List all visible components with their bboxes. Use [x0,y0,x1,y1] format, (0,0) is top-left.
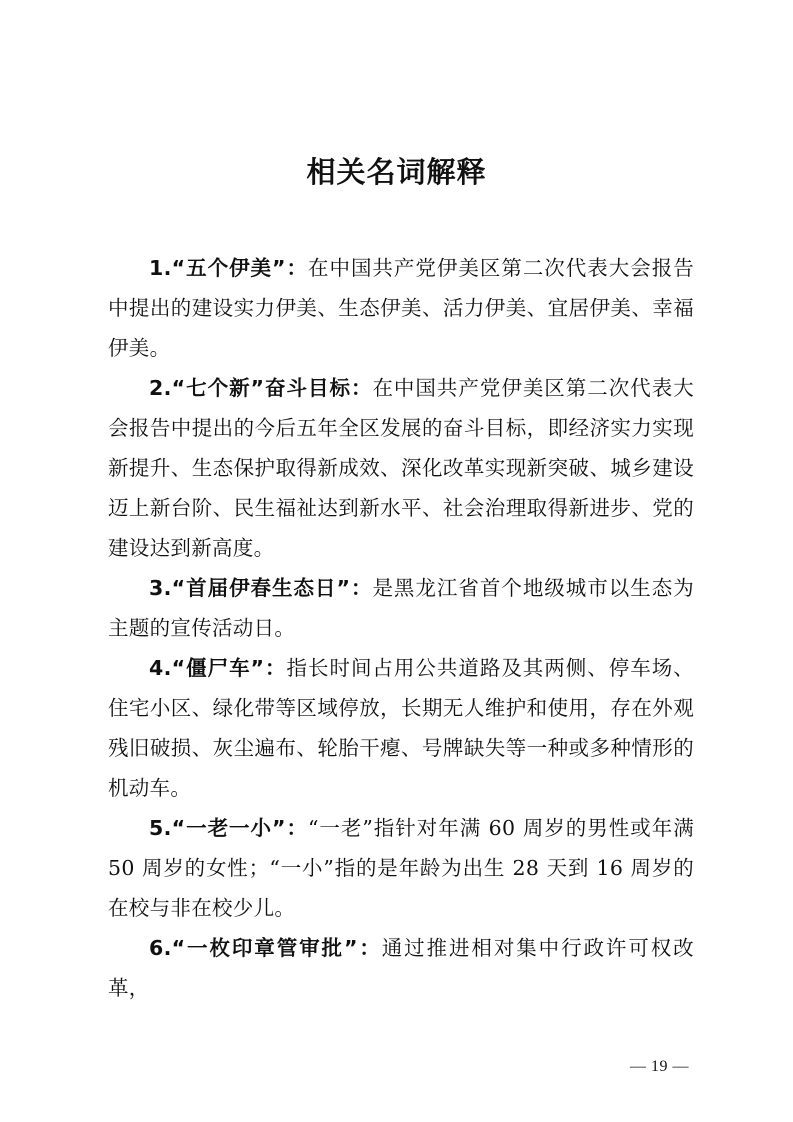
page-title: 相关名词解释 [306,155,487,189]
glossary-entry-3 [108,568,694,648]
glossary-definition: 在中国共产党伊美区第二次代表大会报告中提出的建设实力伊美、生态伊美、活力伊美、宜居伊美、幸福伊美。 [108,256,694,360]
glossary-list [108,248,694,1008]
glossary-definition: 指长时间占用公共道路及其两侧、停车场、住宅小区、绿化带等区域停放，长期无人维护和使用，存在外观残旧破损、灰尘遍布、轮胎干瘪、号牌缺失等一种或多种情形的机动车。 [108,656,694,800]
page-number: — 19 — [630,1058,689,1075]
glossary-entry-6 [108,928,694,1008]
glossary-term: 3.“首届伊春生态日”： [149,576,373,600]
glossary-term: 4.“僵尸车”： [149,656,287,680]
glossary-term: 6.“一枚印章管审批”： [149,936,382,960]
glossary-term: 5.“一老一小”： [149,816,308,840]
glossary-term: 1.“五个伊美”： [149,256,308,280]
glossary-definition: 通过推进相对集中行政许可权改革， [108,936,694,1000]
glossary-definition: 在中国共产党伊美区第二次代表大会报告中提出的今后五年全区发展的奋斗目标，即经济实力实现新提升、生态保护取得新成效、深化改革实现新突破、城乡建设迈上新台阶、民生福祉达到新水平、社会治理取得新进步、党的建设达到新高度。 [108,376,694,560]
glossary-entry-2 [108,368,694,568]
glossary-definition: 是黑龙江省首个地级城市以生态为主题的宣传活动日。 [108,576,694,640]
glossary-entry-4 [108,648,694,808]
glossary-entry-5 [108,808,694,928]
glossary-entry-1 [108,248,694,368]
glossary-term: 2.“七个新”奋斗目标： [149,376,373,400]
glossary-definition: “一老”指针对年满 60 周岁的男性或年满 50 周岁的女性；“一小”指的是年龄为出生 28 天到 16 周岁的在校与非在校少儿。 [108,816,694,920]
